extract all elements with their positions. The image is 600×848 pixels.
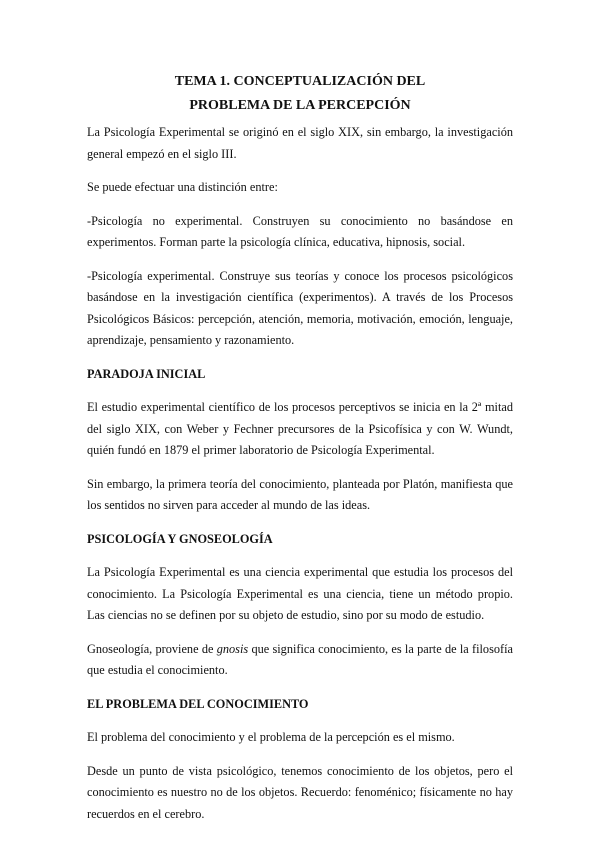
- intro-paragraph-1: La Psicología Experimental se originó en el siglo XIX, sin embargo, la investigación general empezó en el siglo III.: [87, 125, 513, 161]
- section-heading-gnoseologia: PSICOLOGÍA Y GNOSEOLOGÍA: [87, 531, 273, 546]
- gnoseologia-text-before: Gnoseología, proviene de: [87, 641, 217, 656]
- gnoseologia-text-after: que significa conocimiento, es la parte de la filosofía que estudia el conocimiento.: [87, 641, 513, 677]
- section-heading-problema: EL PROBLEMA DEL CONOCIMIENTO: [87, 696, 309, 711]
- gnoseologia-paragraph-1: La Psicología Experimental es una ciencia experimental que estudia los procesos del conocimiento. La Psicología Experimental es una ciencia, tiene un método propio. Las ciencias no se definen por su objeto de estudio, sino por su modo de estudio.: [87, 565, 513, 622]
- section-heading-paradoja: PARADOJA INICIAL: [87, 366, 206, 381]
- title-line-2: PROBLEMA DE LA PERCEPCIÓN: [189, 98, 411, 113]
- paradoja-paragraph-2: Sin embargo, la primera teoría del conocimiento, planteada por Platón, manifiesta que los sentidos no sirven para acceder al mundo de las ideas.: [87, 476, 513, 512]
- intro-paragraph-3: -Psicología no experimental. Construyen su conocimiento no basándose en experimentos. Forman parte la psicología clínica, educativa, hipnosis, social.: [87, 213, 513, 249]
- intro-paragraph-4: -Psicología experimental. Construye sus teorías y conoce los procesos psicológicos basándose en la investigación científica (experimentos). A través de los Procesos Psicológicos Básicos: percepción, atención, memoria, motivación, emoción, lenguaje, aprendizaje, pensamiento y razonamiento.: [87, 268, 513, 347]
- problema-paragraph-1: El problema del conocimiento y el problema de la percepción es el mismo.: [87, 730, 455, 744]
- title-line-1: TEMA 1. CONCEPTUALIZACIÓN DEL: [174, 74, 426, 89]
- gnoseologia-paragraph-2: [87, 639, 513, 682]
- gnosis-term: gnosis: [216, 641, 249, 656]
- document-title: [87, 70, 513, 118]
- problema-paragraph-2: Desde un punto de vista psicológico, tenemos conocimiento de los objetos, pero el conocimiento es nuestro no de los objetos. Recuerdo: fenoménico; físicamente no hay recuerdos en el cerebro.: [87, 763, 513, 821]
- paradoja-paragraph-1: El estudio experimental científico de los procesos perceptivos se inicia en la 2ª mitad del siglo XIX, con Weber y Fechner precursores de la Psicofísica y con W. Wundt, quién fundó en 1879 el primer laboratorio de Psicología Experimental.: [87, 400, 513, 457]
- intro-paragraph-2: Se puede efectuar una distinción entre:: [87, 180, 278, 194]
- document-page: [87, 70, 513, 837]
